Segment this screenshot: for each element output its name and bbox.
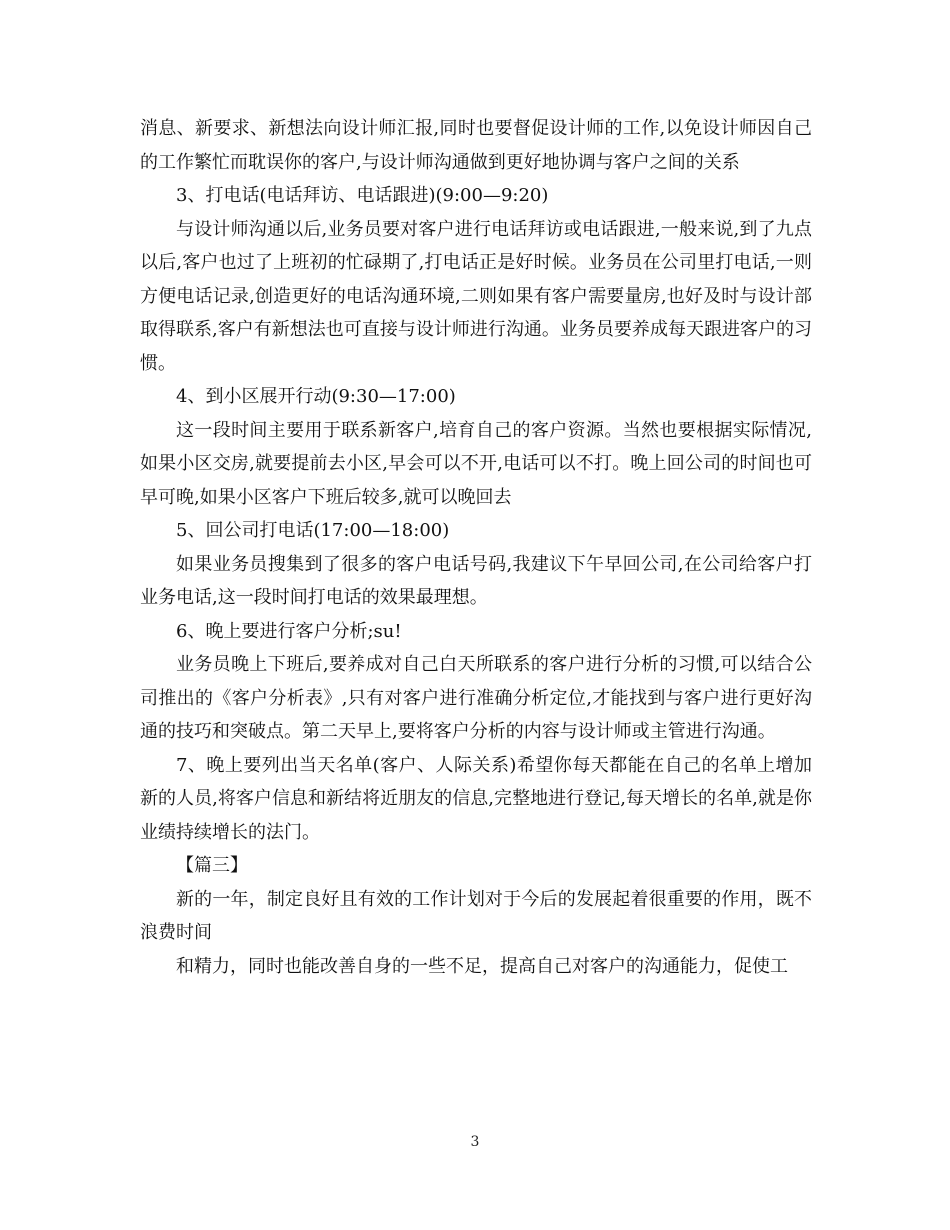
heading-phone-calls: 3、打电话(电话拜访、电话跟进)(9:00—9:20): [176, 185, 549, 206]
paragraph-energy-improvement: 和精力，同时也能改善自身的一些不足，提高自己对客户的沟通能力，促使工: [176, 955, 788, 977]
page-number: 3: [470, 1134, 480, 1150]
section-heading-part-three: 【篇三】: [176, 855, 248, 876]
paragraph-new-year-plan: 新的一年，制定良好且有效的工作计划对于今后的发展起着很重要的作用，既不浪费时间: [140, 888, 812, 943]
paragraph-phone-calls: 与设计师沟通以后,业务员要对客户进行电话拜访或电话跟进,一般来说,到了九点以后,客户也过了上班初的忙碌期了,打电话正是好时候。业务员在公司里打电话,一则方便电话记录,创造更好的电话沟通环境,二则如果有客户需要量房,也好及时与设计部取得联系,客户有新想法也可直接与设计师进行沟通。业务员要养成每天跟进客户的习惯。: [140, 218, 812, 374]
heading-customer-analysis: 6、晚上要进行客户分析;su!: [176, 620, 402, 642]
heading-return-office-calls: 5、回公司打电话(17:00—18:00): [176, 520, 450, 541]
heading-community-action: 4、到小区展开行动(9:30—17:00): [176, 386, 456, 407]
document-body: [140, 112, 812, 983]
paragraph-customer-analysis: 业务员晚上下班后,要养成对自己白天所联系的客户进行分析的习惯,可以结合公司推出的《客户分析表》,只有对客户进行准确分析定位,才能找到与客户进行更好沟通的技巧和突破点。第二天早上,要将客户分析的内容与设计师或主管进行沟通。: [140, 654, 812, 742]
paragraph-designer-report: 消息、新要求、新想法向设计师汇报,同时也要督促设计师的工作,以免设计师因自己的工作繁忙而耽误你的客户,与设计师沟通做到更好地协调与客户之间的关系: [140, 118, 812, 173]
paragraph-return-office-calls: 如果业务员搜集到了很多的客户电话号码,我建议下午早回公司,在公司给客户打业务电话,这一段时间打电话的效果最理想。: [140, 553, 812, 608]
paragraph-community-action: 这一段时间主要用于联系新客户,培育自己的客户资源。当然也要根据实际情况,如果小区交房,就要提前去小区,早会可以不开,电话可以不打。晚上回公司的时间也可早可晚,如果小区客户下班后较多,就可以晚回去: [140, 419, 812, 508]
paragraph-daily-list: 7、晚上要列出当天名单(客户、人际关系)希望你每天都能在自己的名单上增加新的人员,将客户信息和新结将近朋友的信息,完整地进行登记,每天增长的名单,就是你业绩持续增长的法门。: [140, 754, 812, 843]
